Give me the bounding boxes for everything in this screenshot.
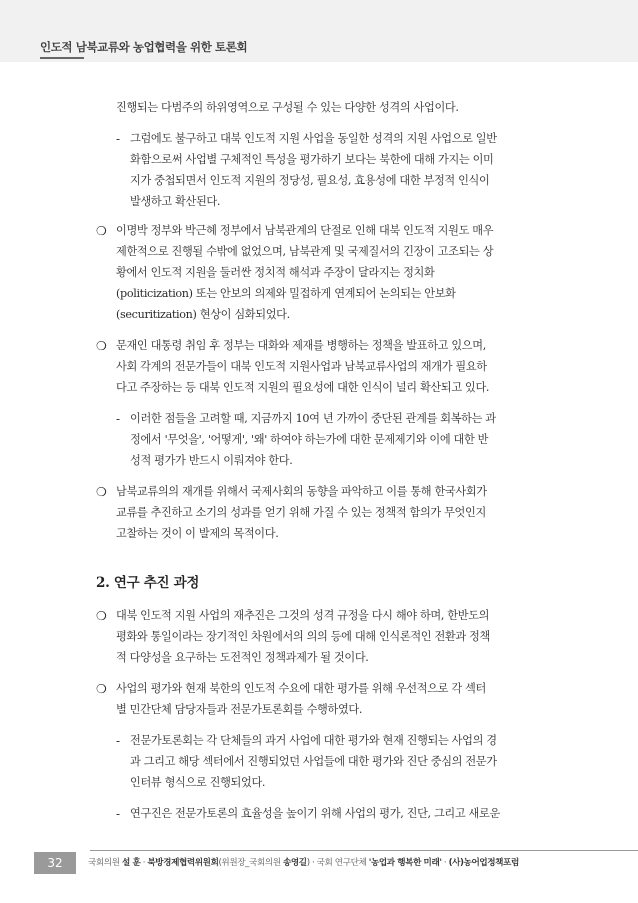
body-line: 남북교류의의 재개를 위해서 국제사회의 동향을 파악하고 이를 통해 한국사회가 [116,485,487,498]
body-line: 사회 각계의 전문가들이 대북 인도적 지원사업과 남북교류사업의 재개가 필요하 [116,360,487,373]
dash-marker: - [116,807,121,821]
body-line: 다고 주장하는 등 대북 인도적 지원의 필요성에 대한 인식이 널리 확산되고 있다. [116,381,490,394]
body-line: 평화와 통일이라는 장기적인 차원에서의 의의 등에 대해 인식론적인 전환과 정책 [116,630,490,643]
dash-marker: - [116,132,121,146]
body-line: 화함으로써 사업별 구체적인 특성을 평가하기 보다는 북한에 대해 가지는 이미 [130,153,494,166]
footer-divider [90,850,638,851]
footer-part: 국회의원 [88,858,122,868]
body-line: 고찰하는 것이 이 발제의 목적이다. [116,527,279,540]
body-line: 대북 인도적 지원 사업의 재추진은 그것의 성격 규정을 다시 해야 하며, 한반도의 [116,609,490,622]
footer-part: · [441,858,449,868]
body-line: (politicization) 또는 안보의 의제와 밀접하게 연계되어 논의되는 안보화 [116,287,456,300]
body-line: 진행되는 다범주의 하위영역으로 구성될 수 있는 다양한 성격의 사업이다. [116,101,459,114]
body-line: 교류를 추진하고 소기의 성과를 얻기 위해 가질 수 있는 정책적 함의가 무엇인지 [116,506,486,519]
body-line: 정에서 '무엇을', '어떻게', '왜' 하여야 하는가에 대한 문제제기와 이에 대한 반 [130,433,489,446]
header-title: 인도적 남북교류와 농업협력을 위한 토론회 [40,40,248,54]
footer-part: (사)농어업정책포럼 [448,858,519,868]
footer-part: 설 훈 [121,858,141,868]
page-number: 32 [34,852,76,874]
body-line: 그럼에도 불구하고 대북 인도적 지원 사업을 동일한 성격의 지원 사업으로 일반 [130,132,497,145]
circle-bullet-icon: ❍ [96,682,107,696]
section-title: 2. 연구 추진 과정 [96,575,200,591]
circle-bullet-icon: ❍ [96,609,107,623]
dash-marker: - [116,412,121,426]
footer-part: '농업과 행복한 미래' [368,858,442,868]
circle-bullet-icon: ❍ [96,339,107,353]
page-header [0,0,638,62]
body-line: 이러한 점들을 고려할 때, 지금까지 10여 년 가까이 중단된 관계를 회복하는 과 [130,412,496,425]
body-line: 사업의 평가와 현재 북한의 인도적 수요에 대한 평가를 위해 우선적으로 각 섹터 [116,682,486,695]
footer-part: (위원장_국회의원 [218,858,283,868]
body-line: 과 그리고 해당 섹터에서 진행되었던 사업들에 대한 평가와 진단 중심의 전문가 [130,755,497,768]
body-line: 제한적으로 진행될 수밖에 없었으며, 남북관계 및 국제질서의 긴장이 고조되는 상 [116,245,494,258]
body-line: 전문가토론회는 각 단체들의 과거 사업에 대한 평가와 현재 진행되는 사업의 경 [130,734,497,747]
body-line: (securitization) 현상이 심화되었다. [116,308,290,321]
footer-part: · [140,858,148,868]
body-line: 별 민간단체 담당자들과 전문가토론회를 수행하였다. [116,703,363,716]
body-line: 성적 평가가 반드시 이뤄져야 한다. [130,454,293,467]
body-line: 발생하고 확산된다. [130,195,221,208]
body-line: 이명박 정부와 박근혜 정부에서 남북관계의 단절로 인해 대북 인도적 지원도 매우 [116,224,494,237]
body-line: 지가 중첩되면서 인도적 지원의 정당성, 필요성, 효용성에 대한 부정적 인식이 [130,174,490,187]
footer-part: ) · 국회 연구단체 [306,858,369,868]
header-underline [40,57,84,59]
dash-marker: - [116,734,121,748]
footer-part: 북방경제협력위원회 [147,858,219,868]
circle-bullet-icon: ❍ [96,224,107,238]
circle-bullet-icon: ❍ [96,485,107,499]
body-line: 황에서 인도적 지원을 둘러싼 정치적 해석과 주장이 달라지는 정치화 [116,266,435,279]
body-line: 적 다양성을 요구하는 도전적인 정책과제가 될 것이다. [116,651,369,664]
body-line: 문재인 대통령 취임 후 정부는 대화와 제재를 병행하는 정책을 발표하고 있으며, [116,339,486,352]
footer-text [88,856,519,868]
footer-part: 송영길 [282,858,307,868]
body-line: 연구진은 전문가토론의 효율성을 높이기 위해 사업의 평가, 진단, 그리고 새로운 [130,807,500,820]
body-line: 인터뷰 형식으로 진행되었다. [130,776,266,789]
